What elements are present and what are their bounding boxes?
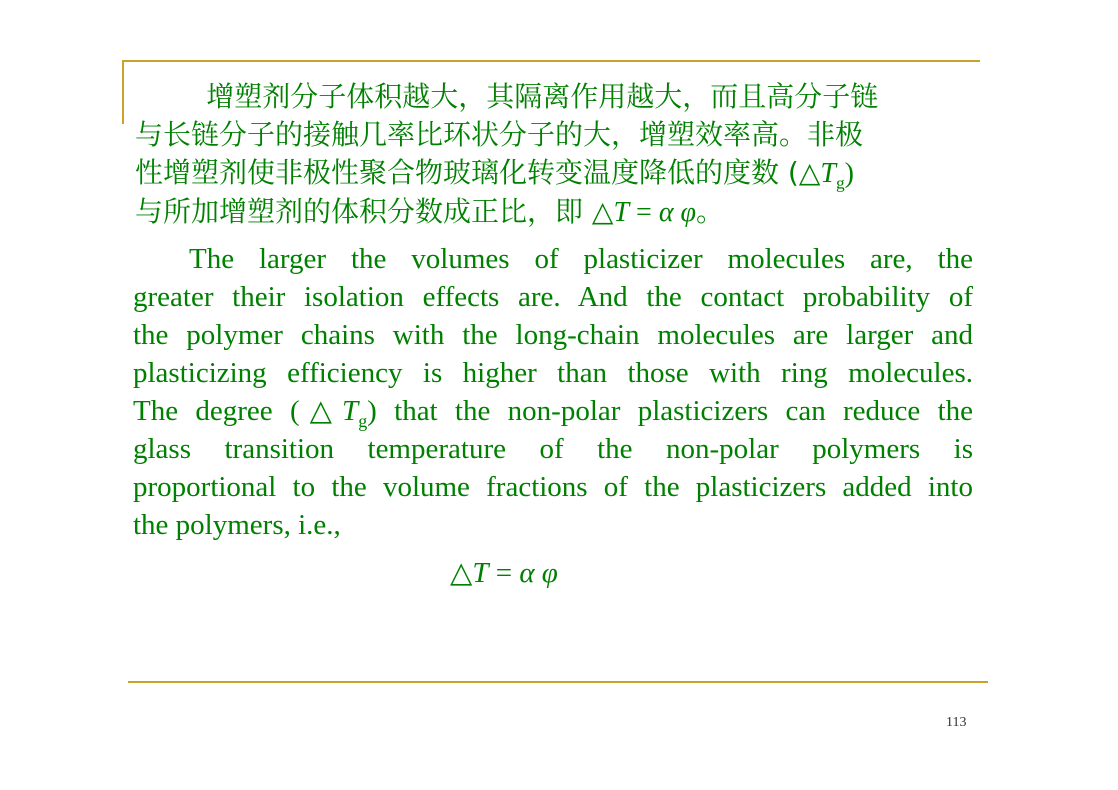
english-line-5-prefix: The degree (△ bbox=[133, 395, 343, 427]
english-paragraph bbox=[133, 240, 973, 544]
chinese-line-3-T: T bbox=[820, 158, 836, 189]
formula-T: T bbox=[472, 557, 489, 589]
bottom-accent-line bbox=[128, 681, 988, 683]
english-line-5-sub: g bbox=[358, 410, 368, 431]
chinese-line-3-sub: g bbox=[835, 173, 845, 193]
formula-delta-t bbox=[450, 554, 558, 592]
chinese-line-4-eq: = bbox=[629, 197, 659, 228]
english-line-6: glass transition temperature of the non-polar polymers is bbox=[133, 433, 973, 465]
english-line-5 bbox=[133, 392, 973, 430]
chinese-paragraph bbox=[135, 78, 975, 232]
english-line-1-text: The larger the volumes of plasticizer molecules are, the bbox=[189, 243, 973, 275]
page-number: 113 bbox=[946, 715, 967, 730]
chinese-line-3-suffix: ) bbox=[844, 158, 854, 189]
chinese-line-2: 与长链分子的接触几率比环状分子的大，增塑效率高。非极 bbox=[135, 118, 864, 151]
chinese-line-4-prefix: 与所加增塑剂的体积分数成正比，即 △ bbox=[135, 195, 614, 228]
formula-equals: = bbox=[488, 557, 520, 589]
english-line-5-T: T bbox=[342, 395, 359, 427]
english-line-5-suffix: ) that the non-polar plasticizers can reduce the bbox=[367, 395, 974, 427]
english-line-4: plasticizing efficiency is higher than those with ring molecules. bbox=[133, 357, 973, 389]
top-accent-line bbox=[122, 60, 980, 62]
english-line-8: the polymers, i.e., bbox=[133, 509, 341, 541]
chinese-line-4-alpha-phi: α φ bbox=[658, 197, 696, 228]
formula-delta: △ bbox=[450, 557, 473, 589]
chinese-line-1 bbox=[135, 78, 975, 116]
chinese-line-4 bbox=[135, 193, 975, 232]
chinese-line-1-text: 增塑剂分子体积越大，其隔离作用越大，而且高分子链 bbox=[206, 80, 879, 113]
chinese-line-3-prefix: 性增塑剂使非极性聚合物玻璃化转变温度降低的度数 (△ bbox=[135, 156, 821, 189]
english-line-7: proportional to the volume fractions of the plasticizers added into bbox=[133, 471, 973, 503]
chinese-line-4-T: T bbox=[613, 197, 630, 228]
english-line-1 bbox=[133, 240, 973, 278]
english-line-3: the polymer chains with the long-chain molecules are larger and bbox=[133, 319, 973, 351]
left-accent-line bbox=[122, 60, 124, 124]
chinese-line-4-end: 。 bbox=[696, 195, 725, 228]
chinese-line-3 bbox=[135, 154, 975, 193]
english-line-2: greater their isolation effects are. And the contact probability of bbox=[133, 281, 973, 313]
formula-alpha-phi: α φ bbox=[519, 557, 558, 589]
